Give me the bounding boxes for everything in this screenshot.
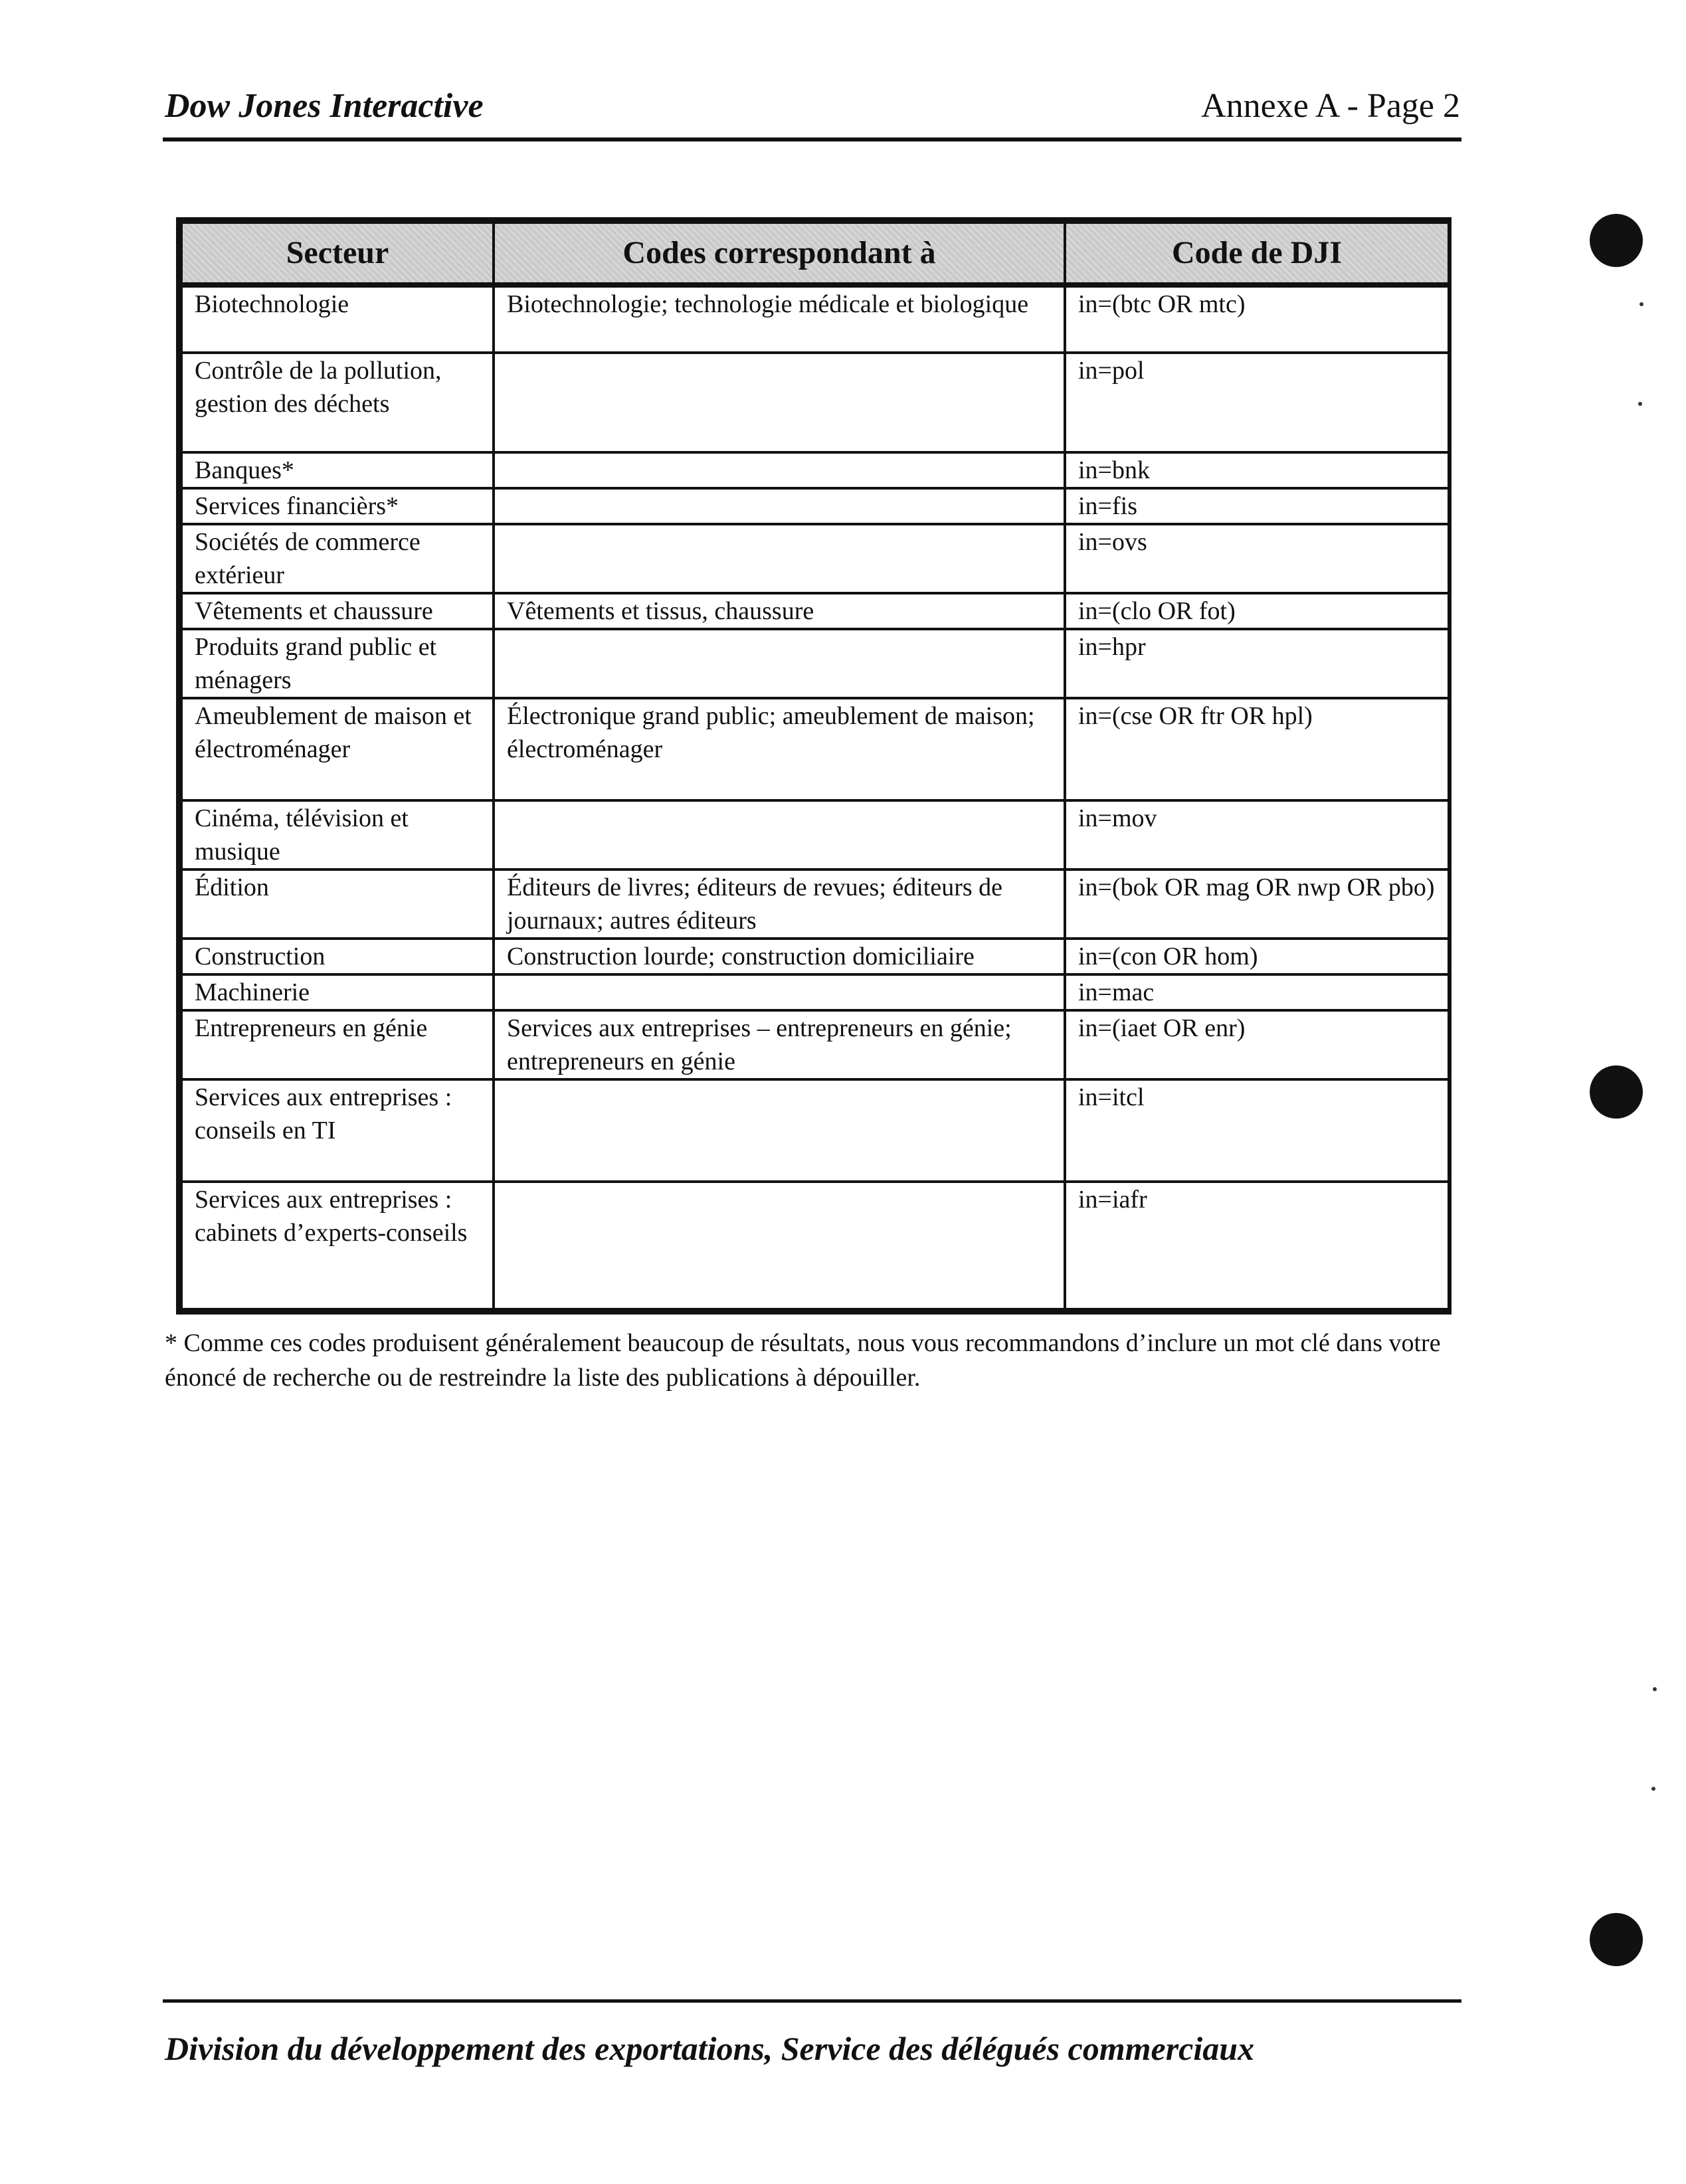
cell-secteur: Ameublement de maison et électroménager: [181, 698, 494, 800]
cell-secteur: Entrepreneurs en génie: [181, 1010, 494, 1079]
cell-codes: [494, 974, 1065, 1010]
table-row: [181, 1010, 1449, 1079]
cell-codes: Biotechnologie; technologie médicale et biologique: [494, 285, 1065, 353]
cell-secteur: Édition: [181, 869, 494, 939]
table-row: [181, 629, 1449, 698]
table-row: [181, 974, 1449, 1010]
footer-rule: [163, 1999, 1461, 2003]
column-header-dji: Code de DJI: [1065, 223, 1449, 285]
footnote: * Comme ces codes produisent généralement beaucoup de résultats, nous vous recommandons d’inclure un mot clé dans votre énoncé de recherche ou de restreindre la liste des publications à dépouiller.: [165, 1329, 1441, 1392]
cell-codes: [494, 1182, 1065, 1309]
cell-codes: Électronique grand public; ameublement de maison; électroménager: [494, 698, 1065, 800]
table-header-row: [181, 223, 1449, 285]
table-row: [181, 524, 1449, 593]
scan-speck: [1653, 1687, 1657, 1691]
table-row: [181, 285, 1449, 353]
cell-secteur: Biotechnologie: [181, 285, 494, 353]
punch-hole-bottom: [1590, 1913, 1643, 1966]
table-row: [181, 869, 1449, 939]
cell-codes: Éditeurs de livres; éditeurs de revues; éditeurs de journaux; autres éditeurs: [494, 869, 1065, 939]
header-title: Dow Jones Interactive: [165, 87, 484, 125]
header-rule: [163, 137, 1461, 141]
table-body: [181, 285, 1449, 1309]
cell-dji: in=pol: [1065, 353, 1449, 452]
cell-secteur: Services aux entreprises : conseils en TI: [181, 1079, 494, 1182]
cell-dji: in=(cse OR ftr OR hpl): [1065, 698, 1449, 800]
table-row: [181, 1182, 1449, 1309]
cell-codes: [494, 524, 1065, 593]
table-row: [181, 488, 1449, 524]
scan-speck: [1639, 302, 1643, 306]
cell-codes: Construction lourde; construction domiciliaire: [494, 939, 1065, 974]
cell-codes: [494, 488, 1065, 524]
cell-secteur: Services aux entreprises : cabinets d’experts-conseils: [181, 1182, 494, 1309]
cell-secteur: Construction: [181, 939, 494, 974]
cell-dji: in=mov: [1065, 800, 1449, 869]
cell-dji: in=ovs: [1065, 524, 1449, 593]
cell-secteur: Sociétés de commerce extérieur: [181, 524, 494, 593]
cell-dji: in=mac: [1065, 974, 1449, 1010]
cell-dji: in=bnk: [1065, 452, 1449, 488]
table-row: [181, 452, 1449, 488]
cell-secteur: Vêtements et chaussure: [181, 593, 494, 629]
cell-dji: in=itcl: [1065, 1079, 1449, 1182]
cell-codes: [494, 353, 1065, 452]
column-header-secteur: Secteur: [181, 223, 494, 285]
table-row: [181, 353, 1449, 452]
table-row: [181, 1079, 1449, 1182]
header-page-label: Annexe A - Page 2: [1201, 87, 1460, 125]
cell-secteur: Produits grand public et ménagers: [181, 629, 494, 698]
cell-dji: in=fis: [1065, 488, 1449, 524]
cell-codes: [494, 452, 1065, 488]
cell-secteur: Banques*: [181, 452, 494, 488]
cell-codes: [494, 629, 1065, 698]
table-row: [181, 593, 1449, 629]
punch-hole-top: [1590, 214, 1643, 267]
cell-secteur: Machinerie: [181, 974, 494, 1010]
cell-dji: in=hpr: [1065, 629, 1449, 698]
cell-dji: in=(con OR hom): [1065, 939, 1449, 974]
cell-dji: in=(btc OR mtc): [1065, 285, 1449, 353]
cell-codes: Vêtements et tissus, chaussure: [494, 593, 1065, 629]
punch-hole-middle: [1590, 1065, 1643, 1119]
cell-codes: [494, 1079, 1065, 1182]
table-row: [181, 800, 1449, 869]
table-row: [181, 698, 1449, 800]
cell-dji: in=(clo OR fot): [1065, 593, 1449, 629]
scan-speck: [1651, 1787, 1655, 1791]
sector-codes-table: [180, 221, 1450, 1311]
cell-codes: Services aux entreprises – entrepreneurs en génie; entrepreneurs en génie: [494, 1010, 1065, 1079]
table-row: [181, 939, 1449, 974]
cell-secteur: Cinéma, télévision et musique: [181, 800, 494, 869]
footer-text: Division du développement des exportations, Service des délégués commerciaux: [165, 2030, 1255, 2067]
cell-secteur: Services financièrs*: [181, 488, 494, 524]
scan-speck: [1638, 402, 1642, 406]
cell-dji: in=iafr: [1065, 1182, 1449, 1309]
sector-codes-table-frame: [176, 217, 1452, 1315]
column-header-codes: Codes correspondant à: [494, 223, 1065, 285]
cell-dji: in=(bok OR mag OR nwp OR pbo): [1065, 869, 1449, 939]
cell-secteur: Contrôle de la pollution, gestion des déchets: [181, 353, 494, 452]
cell-codes: [494, 800, 1065, 869]
cell-dji: in=(iaet OR enr): [1065, 1010, 1449, 1079]
